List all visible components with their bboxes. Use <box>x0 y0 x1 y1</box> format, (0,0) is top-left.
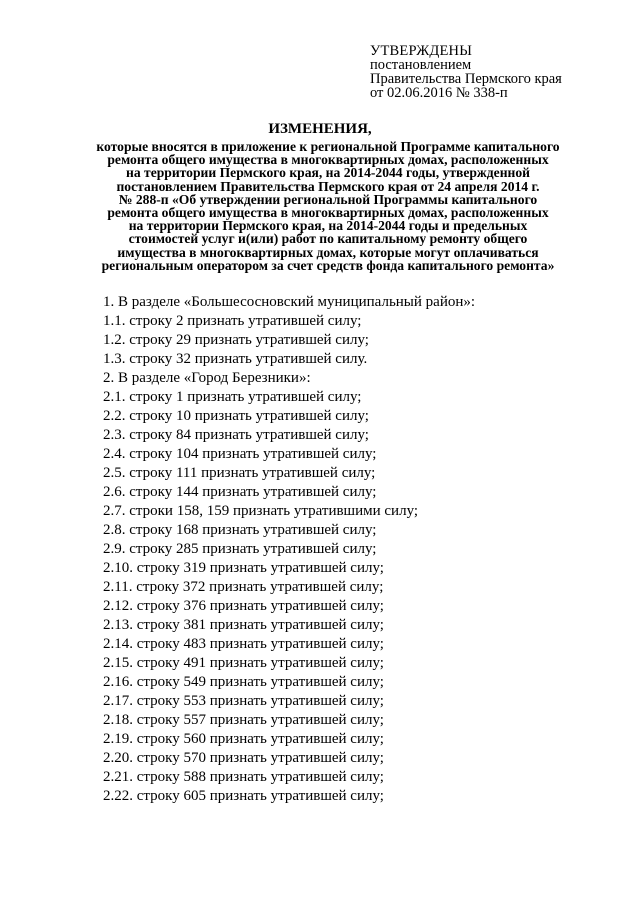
amendment-list <box>103 293 603 806</box>
list-item: 2.11. строку 372 признать утратившей силу; <box>103 579 384 595</box>
list-item: 2.10. строку 319 признать утратившей силу; <box>103 560 384 576</box>
subtitle-line: на территории Пермского края, на 2014-2044 годы, утвержденной <box>125 165 530 181</box>
list-item: 2.1. строку 1 признать утратившей силу; <box>103 389 362 405</box>
list-item: 1.1. строку 2 признать утратившей силу; <box>103 313 362 329</box>
list-item: 2.18. строку 557 признать утратившей силу; <box>103 712 384 728</box>
list-item: 1.2. строку 29 признать утратившей силу; <box>103 332 369 348</box>
list-item: 2.22. строку 605 признать утратившей силу; <box>103 788 384 804</box>
list-item: 2.16. строку 549 признать утратившей силу; <box>103 674 384 690</box>
subtitle-line: имущества в многоквартирных домах, которые могут оплачиваться <box>117 244 539 260</box>
list-item: 2.17. строку 553 признать утратившей силу; <box>103 693 384 709</box>
subtitle-line: № 288-п «Об утверждении региональной Программы капитального <box>118 191 538 207</box>
list-item: 1. В разделе «Большесосновский муниципальный район»: <box>103 294 476 310</box>
approval-stamp-block <box>370 44 620 100</box>
list-item: 2.19. строку 560 признать утратившей силу; <box>103 731 384 747</box>
list-item: 2.20. строку 570 признать утратившей силу; <box>103 750 384 766</box>
list-item: 1.3. строку 32 признать утратившей силу. <box>103 351 368 367</box>
list-item: 2.5. строку 111 признать утратившей силу; <box>103 465 376 481</box>
document-subtitle <box>64 140 592 272</box>
list-item: 2.15. строку 491 признать утратившей силу; <box>103 655 384 671</box>
approval-line-3: от 02.06.2016 № 338-п <box>370 85 508 101</box>
subtitle-line: которые вносятся в приложение к региональной Программе капитального <box>96 139 560 154</box>
approval-line-1: постановлением <box>370 57 472 73</box>
subtitle-line: ремонта общего имущества в многоквартирных домах, расположенных <box>107 152 549 168</box>
subtitle-line: постановлением Правительства Пермского края от 24 апреля 2014 г. <box>116 178 540 194</box>
list-item: 2. В разделе «Город Березники»: <box>103 370 311 386</box>
list-item: 2.21. строку 588 признать утратившей силу; <box>103 769 384 785</box>
subtitle-line: стоимостей услуг и(или) работ по капитальному ремонту общего <box>128 231 528 247</box>
list-item: 2.9. строку 285 признать утратившей силу; <box>103 541 377 557</box>
list-item: 2.4. строку 104 признать утратившей силу; <box>103 446 377 462</box>
approval-line-2: Правительства Пермского края <box>370 71 562 87</box>
subtitle-line: ремонта общего имущества в многоквартирных домах, расположенных <box>107 205 549 221</box>
list-item: 2.8. строку 168 признать утратившей силу; <box>103 522 377 538</box>
subtitle-line: региональным оператором за счет средств фонда капитального ремонта» <box>101 257 555 273</box>
list-item: 2.7. строки 158, 159 признать утратившими силу; <box>103 503 419 519</box>
subtitle-line: на территории Пермского края, на 2014-2044 годы и предельных <box>128 218 528 234</box>
list-item: 2.2. строку 10 признать утратившей силу; <box>103 408 369 424</box>
approval-title: УТВЕРЖДЕНЫ <box>370 43 473 59</box>
list-item: 2.3. строку 84 признать утратившей силу; <box>103 427 369 443</box>
list-item: 2.14. строку 483 признать утратившей силу; <box>103 636 384 652</box>
document-title: ИЗМЕНЕНИЯ, <box>268 121 372 137</box>
list-item: 2.12. строку 376 признать утратившей силу; <box>103 598 384 614</box>
list-item: 2.6. строку 144 признать утратившей силу; <box>103 484 377 500</box>
list-item: 2.13. строку 381 признать утратившей силу; <box>103 617 384 633</box>
